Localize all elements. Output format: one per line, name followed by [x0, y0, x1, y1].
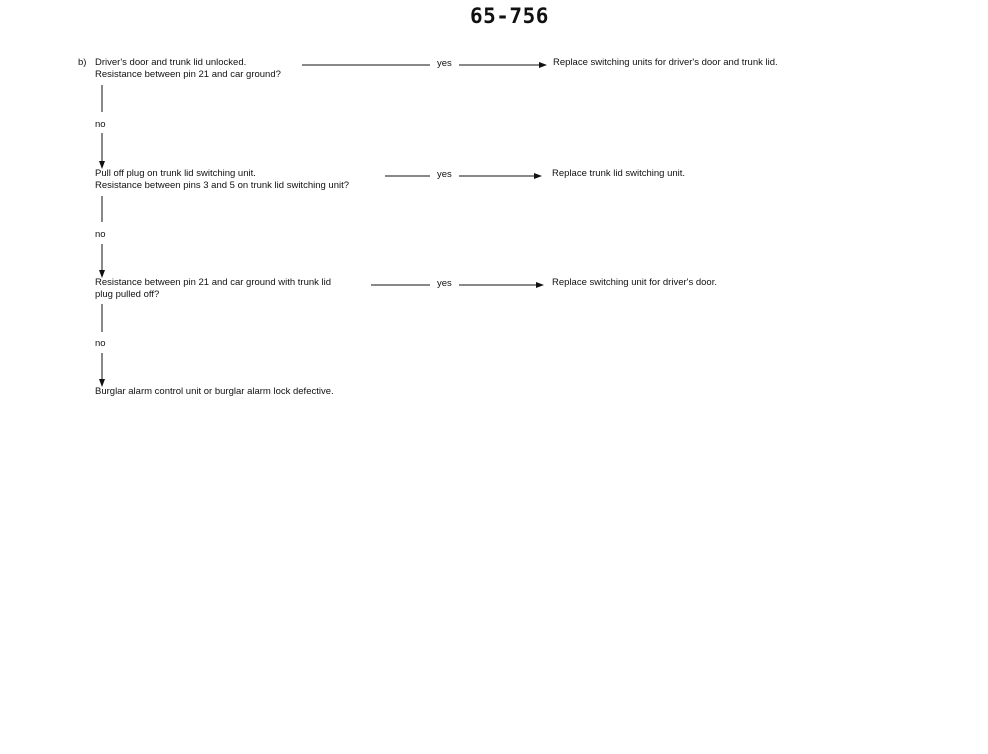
- step-3-no-label: no: [95, 338, 106, 349]
- step-3-yes-arrowhead: [536, 282, 544, 288]
- step-2-yes-result: Replace trunk lid switching unit.: [552, 168, 686, 179]
- section-label: b): [78, 57, 87, 68]
- page-number: 65-756: [470, 4, 549, 28]
- step-1-question-line-2: Resistance between pin 21 and car ground?: [95, 69, 281, 80]
- step-1-yes-arrowhead: [539, 62, 547, 68]
- step-2-yes-arrowhead: [534, 173, 542, 179]
- step-3-question-line-2: plug pulled off?: [95, 289, 160, 300]
- step-1-yes-label: yes: [437, 58, 452, 69]
- step-2-question-line-1: Pull off plug on trunk lid switching unit.: [95, 168, 256, 179]
- step-2-yes-label: yes: [437, 169, 452, 180]
- step-1-yes-result: Replace switching units for driver's door and trunk lid.: [553, 57, 778, 68]
- step-3-yes-result: Replace switching unit for driver's door.: [552, 277, 717, 288]
- step-1-no-label: no: [95, 119, 106, 130]
- final-result: Burglar alarm control unit or burglar alarm lock defective.: [95, 386, 334, 397]
- step-3-question-line-1: Resistance between pin 21 and car ground with trunk lid: [95, 277, 332, 288]
- step-2-question-line-2: Resistance between pins 3 and 5 on trunk lid switching unit?: [95, 180, 350, 191]
- step-3-yes-label: yes: [437, 278, 452, 289]
- step-1-question-line-1: Driver's door and trunk lid unlocked.: [95, 57, 247, 68]
- step-2-no-label: no: [95, 229, 106, 240]
